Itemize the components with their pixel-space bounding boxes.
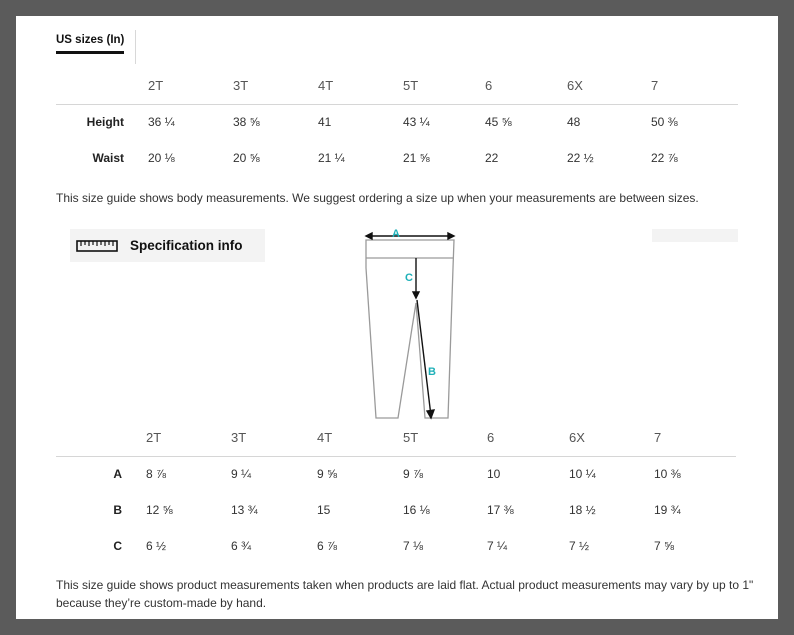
table-row — [56, 492, 736, 528]
label-c: C — [405, 272, 413, 284]
table-cell: 22 — [485, 151, 499, 165]
column-header: 7 — [654, 420, 736, 456]
table-cell: 50 ⅜ — [651, 115, 678, 130]
table-cell: 48 — [567, 115, 581, 130]
table-cell: 7 ⅝ — [654, 539, 675, 553]
table-header-row — [56, 68, 738, 104]
tab-us-sizes[interactable]: US sizes (In) — [56, 34, 124, 54]
leggings-outline — [366, 240, 454, 418]
body-measurements-table — [56, 68, 738, 176]
table-cell: 20 ⅝ — [233, 151, 260, 165]
table-cell: 6 ⅞ — [317, 539, 338, 553]
product-measurements-table — [56, 420, 736, 564]
column-header: 2T — [146, 420, 231, 456]
table-cell: 45 ⅝ — [485, 115, 512, 130]
column-header: 5T — [403, 68, 485, 104]
column-header: 4T — [317, 420, 403, 456]
specification-info-title: Specification info — [130, 238, 243, 253]
table-row — [56, 104, 738, 140]
leggings-diagram — [346, 228, 476, 424]
table-row — [56, 456, 736, 492]
table-row — [56, 528, 736, 564]
row-label-waist: Waist — [92, 151, 124, 165]
column-header: 6X — [569, 420, 654, 456]
table-cell: 21 ¼ — [318, 151, 345, 165]
table-cell: 10 ⅜ — [654, 467, 681, 482]
column-header: 2T — [148, 68, 233, 104]
table-cell: 9 ⅝ — [317, 467, 338, 482]
table-cell: 43 ¼ — [403, 115, 430, 130]
product-measurements-note: This size guide shows product measurements taken when products are laid flat. Actual product measurements may vary by up to 1" because they’re custom-made by hand. — [56, 578, 754, 610]
decorative-bar — [652, 229, 738, 242]
column-header: 6 — [487, 420, 569, 456]
table-cell: 10 ¼ — [569, 467, 596, 482]
column-header: 7 — [651, 68, 738, 104]
label-b: B — [428, 366, 436, 378]
table-cell: 6 ¾ — [231, 539, 252, 553]
specification-info-header — [70, 229, 265, 262]
tab-bar — [56, 30, 136, 64]
table-cell: 13 ¾ — [231, 503, 258, 517]
table-cell: 7 ½ — [569, 539, 590, 553]
table-cell: 9 ⅞ — [403, 467, 424, 482]
table-cell: 7 ⅛ — [403, 539, 424, 553]
table-cell: 8 ⅞ — [146, 467, 167, 482]
column-header: 6X — [567, 68, 651, 104]
table-cell: 10 — [487, 467, 501, 482]
column-header: 3T — [231, 420, 317, 456]
table-cell: 36 ¼ — [148, 115, 175, 130]
table-cell: 41 — [318, 115, 332, 130]
table-cell: 20 ⅛ — [148, 151, 175, 165]
table-cell: 21 ⅝ — [403, 151, 430, 165]
table-cell: 9 ¼ — [231, 467, 252, 482]
column-header: 6 — [485, 68, 567, 104]
row-label-height: Height — [86, 115, 124, 130]
label-a: A — [392, 228, 400, 240]
table-cell: 18 ½ — [569, 503, 596, 517]
row-label-b: B — [113, 503, 122, 517]
table-cell: 6 ½ — [146, 539, 167, 553]
ruler-icon — [76, 239, 118, 253]
table-cell: 22 ⅞ — [651, 151, 678, 165]
table-cell: 22 ½ — [567, 151, 594, 165]
column-header: 3T — [233, 68, 318, 104]
table-row — [56, 140, 738, 176]
table-header-row — [56, 420, 736, 456]
table-cell: 7 ¼ — [487, 539, 508, 553]
table-cell: 19 ¾ — [654, 503, 681, 517]
table-cell: 17 ⅜ — [487, 503, 514, 517]
column-header: 4T — [318, 68, 403, 104]
table-cell: 38 ⅝ — [233, 115, 260, 130]
column-header: 5T — [403, 420, 487, 456]
table-cell: 15 — [317, 503, 331, 517]
size-guide-sheet — [16, 16, 778, 619]
body-measurements-note: This size guide shows body measurements. We suggest ordering a size up when your measurements are between sizes. — [56, 191, 699, 205]
table-cell: 16 ⅛ — [403, 503, 430, 517]
row-label-a: A — [113, 467, 122, 482]
table-cell: 12 ⅝ — [146, 503, 173, 517]
row-label-c: C — [113, 539, 122, 553]
